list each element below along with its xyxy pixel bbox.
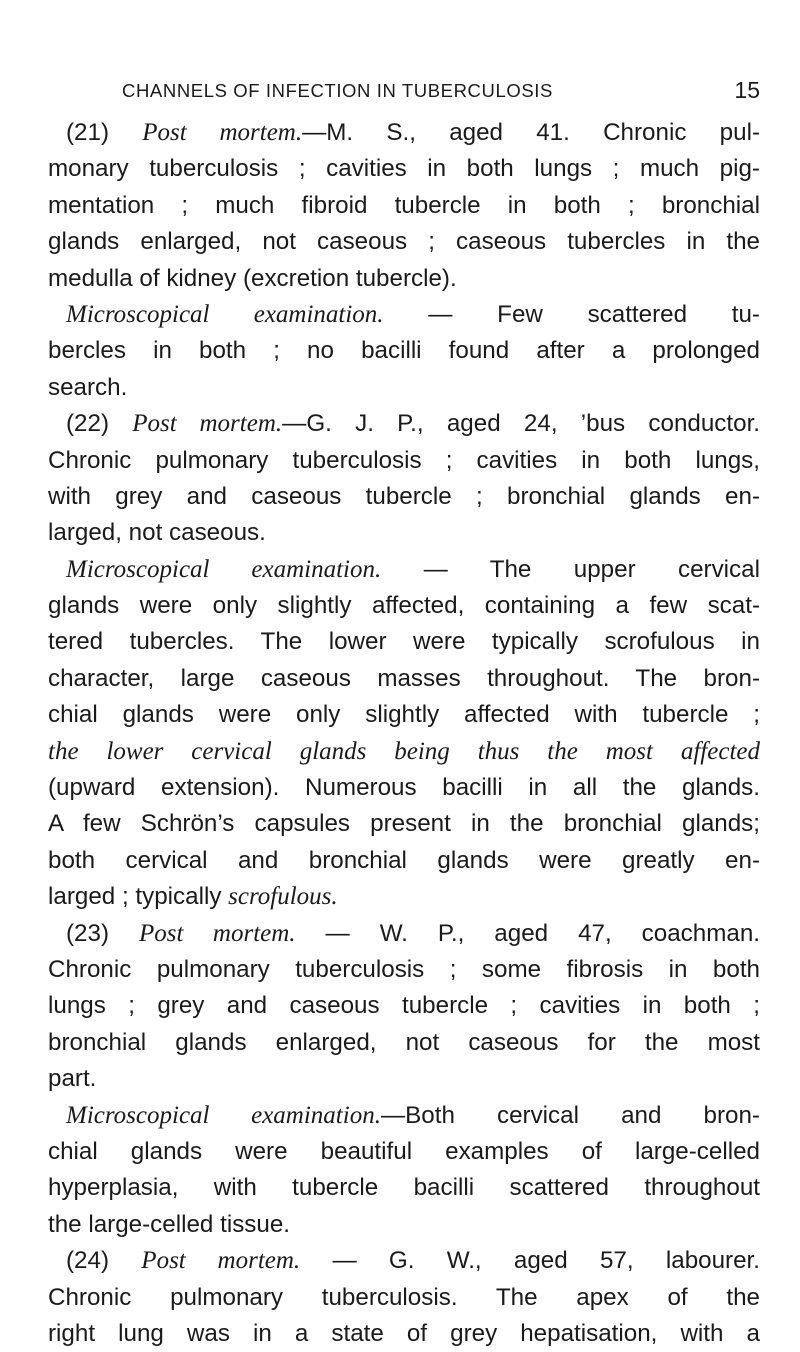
text-line xyxy=(48,806,760,842)
text-segment: the large-celled tissue. xyxy=(48,1210,291,1238)
text-line xyxy=(48,406,760,442)
text-line xyxy=(48,1098,760,1134)
text-segment: larged ; typically xyxy=(48,883,229,911)
text-segment: Chronic pulmonary tuberculosis ; some fibrosis in both xyxy=(48,955,760,983)
italic-text-segment: Microscopical examination. xyxy=(66,555,382,583)
running-head xyxy=(48,77,760,104)
italic-text-segment: scrofulous. xyxy=(228,883,338,911)
text-line xyxy=(48,115,760,151)
text-line xyxy=(48,1025,760,1061)
text-line xyxy=(48,443,760,479)
text-segment: part. xyxy=(48,1065,97,1093)
text-line xyxy=(48,1061,760,1097)
text-line xyxy=(48,333,760,369)
text-line xyxy=(48,988,760,1024)
text-segment: bercles in both ; no bacilli found after a prolonged xyxy=(48,337,760,365)
text-line xyxy=(48,261,760,297)
running-head-title: CHANNELS OF INFECTION IN TUBERCULOSIS xyxy=(122,80,553,101)
page-number: 15 xyxy=(734,77,760,103)
text-segment: bronchial glands enlarged, not caseous for the most xyxy=(48,1028,760,1056)
text-segment: right lung was in a state of grey hepatisation, with a xyxy=(48,1319,760,1347)
text-line xyxy=(48,734,760,770)
text-line xyxy=(48,879,760,915)
book-page xyxy=(48,0,760,1347)
text-line xyxy=(48,1134,760,1170)
text-segment: lungs ; grey and caseous tubercle ; cavities in both ; xyxy=(48,992,760,1020)
text-segment: (23) xyxy=(66,919,139,947)
text-line xyxy=(48,370,760,406)
text-line xyxy=(48,151,760,187)
text-segment: glands were only slightly affected, containing a few scat- xyxy=(48,592,760,620)
text-line xyxy=(48,1170,760,1206)
text-segment: tered tubercles. The lower were typically scrofulous in xyxy=(48,628,760,656)
italic-text-segment: Post mortem. xyxy=(142,119,303,146)
italic-text-segment: Post mortem. xyxy=(141,1247,301,1275)
text-line xyxy=(48,552,760,588)
text-segment: — W. P., aged 47, coachman. xyxy=(295,919,760,947)
text-line xyxy=(48,297,760,333)
text-line xyxy=(48,1316,760,1352)
text-segment: Chronic pulmonary tuberculosis ; cavities in both lungs, xyxy=(48,446,760,474)
text-segment: (upward extension). Numerous bacilli in all the glands. xyxy=(48,774,760,802)
text-segment: chial glands were beautiful examples of large-celled xyxy=(48,1137,760,1165)
text-line xyxy=(48,843,760,879)
text-segment: (21) xyxy=(66,119,143,146)
text-line xyxy=(48,952,760,988)
text-segment: —Both cervical and bron- xyxy=(380,1101,760,1129)
text-segment: monary tuberculosis ; cavities in both lungs ; much pig- xyxy=(48,155,760,183)
text-segment: hyperplasia, with tubercle bacilli scattered throughout xyxy=(48,1174,760,1202)
text-segment: — Few scattered tu- xyxy=(383,300,760,328)
text-segment: —G. J. P., aged 24, ’bus conductor. xyxy=(282,410,760,438)
text-segment: Chronic pulmonary tuberculosis. The apex of the xyxy=(48,1283,760,1311)
text-segment: glands enlarged, not caseous ; caseous tubercles in the xyxy=(48,228,760,256)
text-line xyxy=(48,588,760,624)
body-text xyxy=(48,115,760,1352)
text-line xyxy=(48,624,760,660)
text-line xyxy=(48,770,760,806)
text-line xyxy=(48,515,760,551)
text-line xyxy=(48,1243,760,1279)
text-segment: with grey and caseous tubercle ; bronchial glands en- xyxy=(48,482,760,510)
text-line xyxy=(48,916,760,952)
text-line xyxy=(48,188,760,224)
italic-text-segment: the lower cervical glands being thus the most affected xyxy=(48,737,760,765)
italic-text-segment: Post mortem. xyxy=(132,410,283,438)
text-segment: (22) xyxy=(66,410,133,438)
text-segment: A few Schrön’s capsules present in the bronchial glands; xyxy=(48,810,760,838)
italic-text-segment: Microscopical examination. xyxy=(66,1101,381,1129)
text-segment: character, large caseous masses throughout. The bron- xyxy=(48,664,760,692)
text-segment: —M. S., aged 41. Chronic pul- xyxy=(302,119,760,146)
text-segment: medulla of kidney (excretion tubercle). xyxy=(48,264,457,292)
text-line xyxy=(48,479,760,515)
text-segment: chial glands were only slightly affected with tubercle ; xyxy=(48,701,760,729)
italic-text-segment: Microscopical examination. xyxy=(66,300,384,328)
italic-text-segment: Post mortem. xyxy=(138,919,296,947)
text-line xyxy=(48,1280,760,1316)
text-segment: (24) xyxy=(66,1247,142,1275)
text-segment: both cervical and bronchial glands were greatly en- xyxy=(48,846,760,874)
text-line xyxy=(48,1207,760,1243)
text-segment: search. xyxy=(48,373,128,401)
text-line xyxy=(48,661,760,697)
text-segment: larged, not caseous. xyxy=(48,519,266,547)
text-segment: mentation ; much fibroid tubercle in both ; bronchial xyxy=(48,191,760,219)
text-line xyxy=(48,697,760,733)
text-segment: — G. W., aged 57, labourer. xyxy=(300,1247,760,1275)
text-segment: — The upper cervical xyxy=(381,555,760,583)
text-line xyxy=(48,224,760,260)
